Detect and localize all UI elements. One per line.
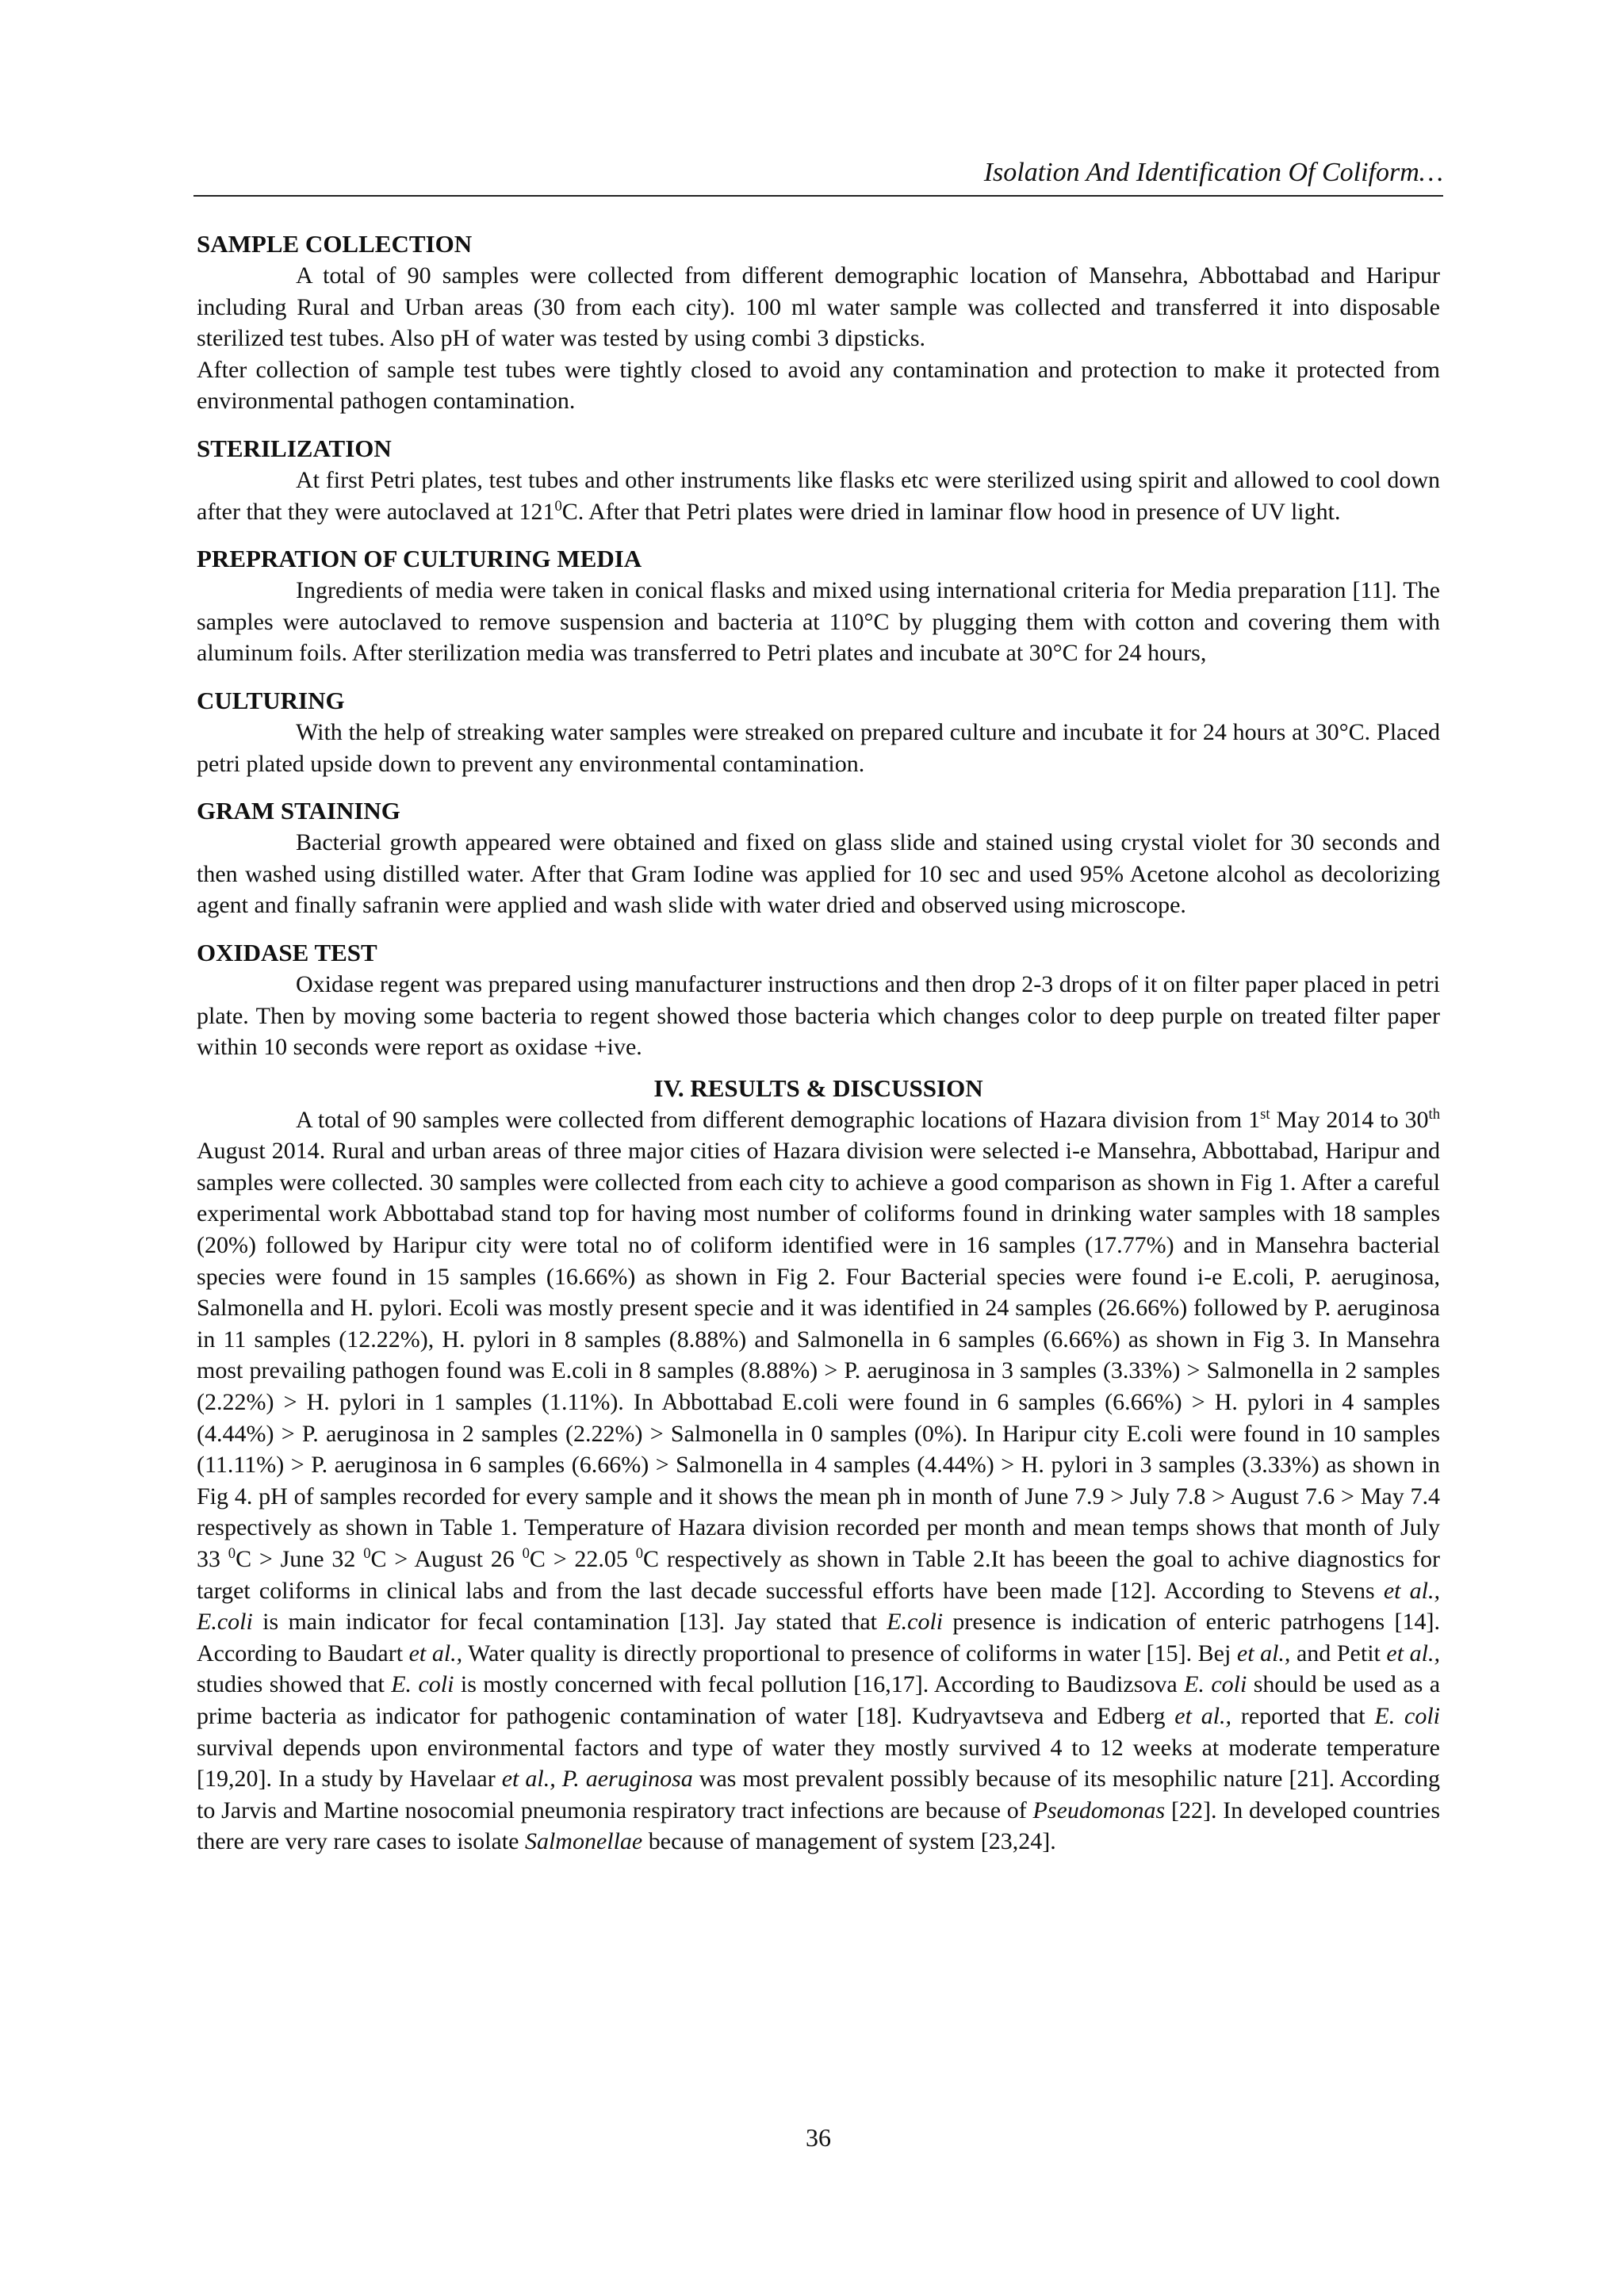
superscript: 0: [363, 1545, 371, 1562]
text-run: At first Petri plates, test tubes and other instruments like flasks etc were sterilized using spirit and allowed to cool down after that they were autoclaved at 121: [197, 466, 1440, 525]
paragraph: After collection of sample test tubes were tightly closed to avoid any contamination and protection to make it protected from environmental pathogen contamination.: [197, 356, 1440, 415]
section-oxidase-test: [197, 937, 1440, 1063]
superscript: 0: [228, 1545, 236, 1562]
superscript: 0: [635, 1545, 644, 1562]
text-run: reported that: [1231, 1702, 1375, 1729]
superscript: th: [1428, 1105, 1441, 1123]
text-run: C > June 32: [236, 1546, 364, 1572]
text-run: Water quality is directly proportional to presence of coliforms in water [15]. Bej: [462, 1640, 1237, 1667]
section-culturing: [197, 685, 1440, 779]
section-heading: STERILIZATION: [197, 434, 392, 462]
italic-run: et al., E.coli: [197, 1577, 1440, 1636]
text-run: C > 22.05: [529, 1546, 636, 1572]
section-heading: SAMPLE COLLECTION: [197, 230, 473, 258]
italic-run: et al.,: [1174, 1702, 1232, 1729]
page-body: [197, 228, 1440, 1873]
text-run: because of management of system [23,24].: [642, 1828, 1056, 1855]
text-run: presence is indication of enteric patrhogens [14]. According to Baudart: [197, 1609, 1440, 1667]
section-heading: OXIDASE TEST: [197, 938, 377, 966]
running-head: Isolation And Identification Of Coliform…: [983, 158, 1443, 187]
text-run: C > August 26: [370, 1546, 523, 1572]
section-media-preparation: [197, 543, 1440, 669]
section-heading: GRAM STAINING: [197, 797, 400, 825]
paragraph: With the help of streaking water samples were streaked on prepared culture and incubate it for 24 hours at 30°C. Placed petri plated upside down to prevent any environmental contamination.: [197, 718, 1440, 777]
italic-run: et al.,: [408, 1640, 463, 1667]
paragraph: A total of 90 samples were collected from different demographic location of Mansehra, Abbottabad and Haripur including Rural and Urban areas (30 from each city). 100 ml water sample was collected and transferred it into disposable sterilized test tubes. Also pH of water was tested by using combi 3 dipsticks.: [197, 262, 1440, 352]
text-run: was most prevalent possibly because of its mesophilic nature [21]. According to Jarvis and Martine nosocomial pneumonia respiratory tract infections are because of: [197, 1766, 1440, 1823]
text-run: May 2014 to 30: [1270, 1106, 1429, 1133]
page-number: 36: [806, 2123, 831, 2152]
section-sample-collection: [197, 228, 1440, 417]
header-rule: [193, 195, 1443, 197]
superscript: st: [1260, 1105, 1270, 1123]
superscript: 0: [554, 497, 562, 515]
paragraph: Ingredients of media were taken in conical flasks and mixed using international criteria for Media preparation [11]. The samples were autoclaved to remove suspension and bacteria at 110°C by plugging them with cotton and covering them with aluminum foils. After sterilization media was transferred to Petri plates and incubate at 30°C for 24 hours,: [197, 577, 1440, 667]
section-sterilization: [197, 433, 1440, 527]
italic-run: Salmonellae: [524, 1828, 643, 1855]
italic-run: E. coli: [1184, 1671, 1247, 1698]
text-run: [22]. In developed countries there are very rare cases to isolate: [197, 1797, 1440, 1855]
text-run: A total of 90 samples were collected from different demographic locations of Hazara division from 1: [296, 1106, 1261, 1133]
text-run: C respectively as shown in Table 2.It has beeen the goal to achive diagnostics for target coliforms in clinical labs and from the last decade successful efforts have been made [12]. According to Stevens: [197, 1546, 1441, 1604]
paragraph: Oxidase regent was prepared using manufacturer instructions and then drop 2-3 drops of it on filter paper placed in petri plate. Then by moving some bacteria to regent showed those bacteria which changes color to deep purple on treated filter paper within 10 seconds were report as oxidase +ive.: [197, 970, 1440, 1061]
section-results-discussion: [197, 1073, 1440, 1858]
paragraph: [197, 465, 1440, 527]
italic-run: et al.,: [1236, 1640, 1291, 1667]
text-run: survival depends upon environmental factors and type of water they mostly survived 4 to 12 weeks at moderate temperature [19,20]. In a study by Havelaar: [197, 1734, 1440, 1793]
italic-run: Pseudomonas: [1032, 1797, 1166, 1823]
text-run: is mostly concerned with fecal pollution [16,17]. According to Baudizsova: [454, 1671, 1185, 1698]
section-heading: IV. RESULTS & DISCUSSION: [653, 1073, 983, 1102]
paragraph: Bacterial growth appeared were obtained and fixed on glass slide and stained using crystal violet for 30 seconds and then washed using distilled water. After that Gram Iodine was applied for 10 sec and used 95% Acetone alcohol as decolorizing agent and finally safranin were applied and wash slide with water dried and observed using microscope.: [197, 829, 1440, 919]
text-run: C. After that Petri plates were dried in laminar flow hood in presence of UV light.: [561, 498, 1341, 525]
text-run: and Petit: [1290, 1640, 1387, 1667]
italic-run: E. coli: [1374, 1702, 1441, 1729]
superscript: 0: [522, 1545, 530, 1562]
text-run: should be used as a prime bacteria as indicator for pathogenic contamination of water [18]. Kudryavtseva and Edberg: [197, 1671, 1441, 1729]
text-run: studies showed that: [197, 1671, 392, 1698]
italic-run: et al.,: [1386, 1640, 1440, 1667]
section-heading: CULTURING: [197, 686, 345, 714]
section-heading: PREPRATION OF CULTURING MEDIA: [197, 545, 642, 573]
section-gram-staining: [197, 795, 1440, 921]
paragraph: [197, 1104, 1440, 1858]
text-run: August 2014. Rural and urban areas of three major cities of Hazara division were selected i-e Mansehra, Abbottabad, Haripur and samples were collected. 30 samples were collected from each city to achieve a good comparison as shown in Fig 1. After a careful experimental work Abbottabad stand top for having most number of coliforms found in drinking water samples with 18 samples (20%) followed by Haripur city were total no of coliform identified were in 16 samples (17.77%) and in Mansehra bacterial species were found in 15 samples (16.66%) as shown in Fig 2. Four Bacterial species were found i-e E.coli, P. aeruginosa, Salmonella and H. pylori. Ecoli was mostly present specie and it was identified in 24 samples (26.66%) followed by P. aeruginosa in 11 samples (12.22%), H. pylori in 8 samples (8.88%) and Salmonella in 6 samples (6.66%) as shown in Fig 3. In Mansehra most prevailing pathogen found was E.coli in 8 samples (8.88%) > P. aeruginosa in 3 samples (3.33%) > Salmonella in 2 samples (2.22%) > H. pylori in 1 samples (1.11%). In Abbottabad E.coli were found in 6 samples (6.66%) > H. pylori in 4 samples (4.44%) > P. aeruginosa in 2 samples (2.22%) > Salmonella in 0 samples (0%). In Haripur city E.coli were found in 10 samples (11.11%) > P. aeruginosa in 6 samples (6.66%) > Salmonella in 4 samples (4.44%) > H. pylori in 3 samples (3.33%) as shown in Fig 4. pH of samples recorded for every sample and it shows the mean ph in month of June 7.9 > July 7.8 > August 7.6 > May 7.4 respectively as shown in Table 1. Temperature of Hazara division recorded per month and mean temps shows that month of July 33: [197, 1138, 1440, 1572]
italic-run: E.coli: [887, 1609, 944, 1636]
italic-run: E. coli: [391, 1671, 454, 1698]
italic-run: et al., P. aeruginosa: [501, 1766, 693, 1793]
text-run: is main indicator for fecal contamination [13]. Jay stated that: [252, 1609, 887, 1636]
